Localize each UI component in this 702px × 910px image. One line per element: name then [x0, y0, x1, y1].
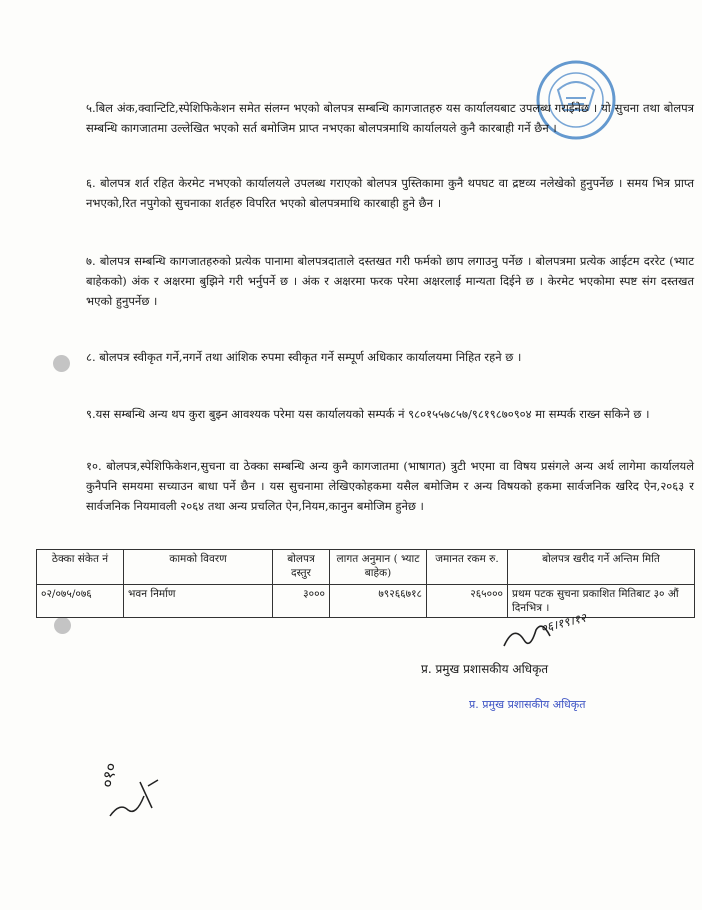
- cell-tender-code: ०२/०७५/०७६: [37, 585, 124, 618]
- signature-date: ०६।१९।१२: [539, 610, 588, 636]
- header-tender-code: ठेक्का संकेत नं: [37, 550, 124, 585]
- cell-bid-fee: ३०००: [273, 585, 330, 618]
- tender-table: [36, 549, 695, 618]
- header-cost-estimate: लागत अनुमान ( भ्याट बाहेक): [330, 550, 427, 585]
- clause-8: ८. बोलपत्र स्वीकृत गर्ने,नगर्ने तथा आंशिक रुपमा स्वीकृत गर्ने सम्पूर्ण अधिकार कार्यालयमा निहित रहने छ ।: [86, 350, 522, 364]
- clause-5: ५.बिल अंक,क्वान्टिटि,स्पेशिफिकेशन समेत संलग्न भएको बोलपत्र सम्बन्धि कागजातहरु यस कार्यालयबाट उपलब्ध गराईनेछ । यो सुचना तथा बोलपत्र सम्बन्धि कागजातमा उल्लेखित भएको सर्त बमोजिम प्राप्त नभएका बोलपत्रमाथि कार्यालयले कुनै कारबाही गर्ने छैन ।: [86, 101, 694, 135]
- cell-work-description: भवन निर्माण: [124, 585, 273, 618]
- cell-last-purchase-date: प्रथम पटक सुचना प्रकाशित मितिबाट ३० औं दिनभित्र ।: [508, 585, 695, 618]
- header-security-amount: जमानत रकम रु.: [427, 550, 508, 585]
- punch-hole-icon: [54, 617, 71, 634]
- clause-10: १०. बोलपत्र,स्पेशिफिकेशन,सुचना वा ठेक्का सम्बन्धि अन्य कुनै कागजातमा (भाषागत) त्रुटी भएमा वा विषय प्रसंगले अन्य अर्थ लागेमा कार्यालयले कुनैपनि समयमा सच्याउन बाधा पर्ने छैन । यस सुचनामा लेखिएकोहकमा यसैल बमोजिम र अन्य विषयको हकमा सार्वजनिक खरिद ऐन,२०६३ र सार्वजनिक नियमावली २०६४ तथा अन्य प्रचलित ऐन,नियम,कानुन बमोजिम हुनेछ ।: [86, 459, 694, 513]
- stamp-prefix: प्र.: [469, 698, 483, 711]
- margin-scribble-icon: [104, 772, 164, 822]
- cell-security-amount: २६५०००: [427, 585, 508, 618]
- punch-hole-icon: [53, 355, 70, 372]
- margin-note: ०१०: [97, 761, 121, 790]
- blue-stamp-text: प्र. प्रमुख प्रशासकीय अधिकृत: [469, 698, 586, 711]
- header-bid-fee: बोलपत्र दस्तुर: [273, 550, 330, 585]
- clause-9: ९.यस सम्बन्धि अन्य थप कुरा बुझ्न आवश्यक परेमा यस कार्यालयको सम्पर्क नं ९८०१५५७८५७/९८१९८७०९०४ मा सम्पर्क राख्न सकिने छ ।: [86, 407, 650, 421]
- table-header-row: [37, 550, 695, 585]
- signatory-prefix: प्र.: [421, 662, 436, 676]
- cell-cost-estimate: ७९२६६७१८: [330, 585, 427, 618]
- header-work-description: कामको विवरण: [124, 550, 273, 585]
- clause-7: ७. बोलपत्र सम्बन्धि कागजातहरुको प्रत्येक पानामा बोलपत्रदाताले दस्तखत गरी फर्मको छाप लगाउनु पर्नेछ । बोलपत्रमा प्रत्येक आईटम दररेट (भ्याट बाहेकको) अंक र अक्षरमा बुझिने गरी भर्नुपर्ने छ । अंक र अक्षरमा फरक परेमा अक्षरलाई मान्यता दिईने छ । केरमेट भएकोमा स्पष्ट संग दस्तखत भएको हुनुपर्नेछ ।: [86, 254, 694, 308]
- signatory-title: प्र. प्रमुख प्रशासकीय अधिकृत: [421, 662, 549, 676]
- table-row: [37, 585, 695, 618]
- header-last-purchase-date: बोलपत्र खरीद गर्ने अन्तिम मिति: [508, 550, 695, 585]
- clause-6: ६. बोलपत्र शर्त रहित केरमेट नभएको कार्यालयले उपलब्ध गराएको बोलपत्र पुस्तिकामा कुनै थपघट वा द्रष्टव्य नलेखेको हुनुपर्नेछ । समय भित्र प्राप्त नभएको,रित नपुगेको सुचनाका शर्तहरु विपरित भएको बोलपत्रमाथि कारबाही हुने छैन ।: [86, 176, 694, 210]
